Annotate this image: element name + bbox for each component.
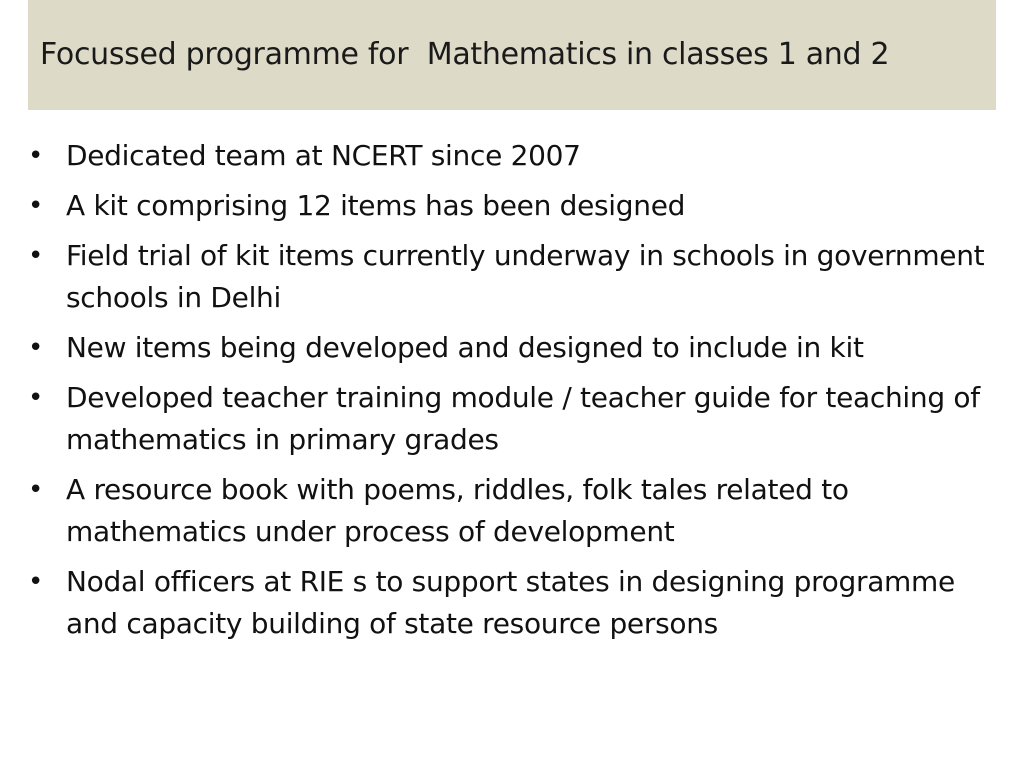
bullet-list xyxy=(24,135,1004,653)
bullet-text: Field trial of kit items currently underway in schools in government schools in Delhi xyxy=(66,239,985,314)
bullet-icon: • xyxy=(28,191,44,221)
bullet-item xyxy=(24,235,1004,319)
bullet-icon: • xyxy=(28,241,44,271)
bullet-item xyxy=(24,327,1004,369)
bullet-text: A kit comprising 12 items has been designed xyxy=(66,189,686,222)
bullet-text: New items being developed and designed to include in kit xyxy=(66,331,864,364)
title-bar xyxy=(28,0,996,110)
bullet-icon: • xyxy=(28,475,44,505)
bullet-item xyxy=(24,561,1004,645)
bullet-icon: • xyxy=(28,567,44,597)
bullet-item xyxy=(24,185,1004,227)
bullet-item xyxy=(24,135,1004,177)
bullet-text: Nodal officers at RIE s to support states in designing programme and capacity building of state resource persons xyxy=(66,565,955,640)
bullet-icon: • xyxy=(28,333,44,363)
bullet-text: A resource book with poems, riddles, folk tales related to mathematics under process of development xyxy=(66,473,849,548)
bullet-item xyxy=(24,377,1004,461)
bullet-item xyxy=(24,469,1004,553)
bullet-icon: • xyxy=(28,141,44,171)
bullet-text: Dedicated team at NCERT since 2007 xyxy=(66,139,581,172)
slide-title: Focussed programme for Mathematics in classes 1 and 2 xyxy=(40,37,890,72)
bullet-icon: • xyxy=(28,383,44,413)
bullet-text: Developed teacher training module / teacher guide for teaching of mathematics in primary grades xyxy=(66,381,980,456)
